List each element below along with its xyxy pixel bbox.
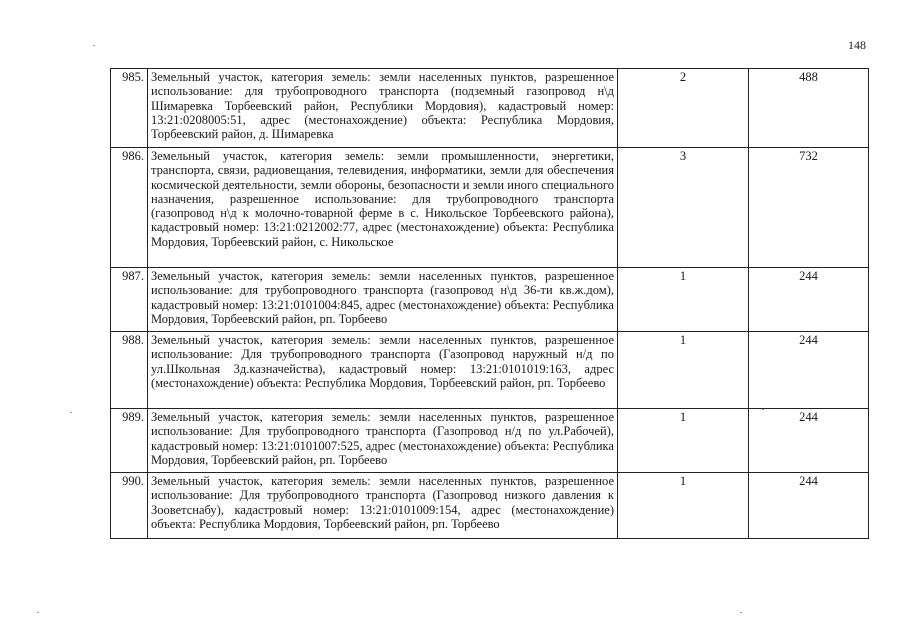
row-area: 244 (749, 332, 869, 409)
table-row (111, 148, 869, 268)
row-number: 985. (111, 69, 148, 148)
row-area: 244 (749, 409, 869, 473)
row-quantity: 2 (618, 69, 749, 148)
scan-speck (740, 612, 742, 613)
row-description: Земельный участок, категория земель: земли населенных пунктов, разрешенное использование: Для трубопроводного транспорта (Газопровод наружный н/д по ул.Школьная 3д.казначейства), кадастровый номер: 13:21:0101019:163, адрес (местонахождение) объекта: Республика Мордовия, Торбеевский район, рп. Торбеево (148, 332, 618, 409)
scan-speck (762, 409, 764, 410)
row-quantity: 3 (618, 148, 749, 268)
land-plot-table (110, 68, 869, 539)
table-row (111, 268, 869, 332)
row-quantity: 1 (618, 332, 749, 409)
row-number: 987. (111, 268, 148, 332)
page-number: 148 (848, 38, 866, 52)
row-area: 488 (749, 69, 869, 148)
scan-speck (70, 412, 72, 413)
row-description: Земельный участок, категория земель: земли населенных пунктов, разрешенное использование: для трубопроводного транспорта (подземный газопровод н\д Шимаревка Торбеевский район, Республики Мордовия), кадастровый номер: 13:21:0208005:51, адрес (местонахождение) объекта: Республика Мордовия, Торбеевский район, д. Шимаревка (148, 69, 618, 148)
table-row (111, 473, 869, 539)
table-row (111, 409, 869, 473)
row-area: 244 (749, 473, 869, 539)
scan-speck (37, 612, 39, 613)
row-number: 986. (111, 148, 148, 268)
row-number: 988. (111, 332, 148, 409)
row-description: Земельный участок, категория земель: земли промышленности, энергетики, транспорта, связи, радиовещания, телевидения, информатики, земли для обеспечения космической деятельности, земли обороны, безопасности и земли иного специального назначения, разрешенное использование: для трубопроводного транспорта (газопровод н\д к молочно-товарной ферме в с. Никольское Торбеевского района), кадастровый номер: 13:21:0212002:77, адрес (местонахождение) объекта: Республика Мордовия, Торбеевский район, с. Никольское (148, 148, 618, 268)
row-quantity: 1 (618, 268, 749, 332)
row-description: Земельный участок, категория земель: земли населенных пунктов, разрешенное использование: Для трубопроводного транспорта (Газопровод н/д по ул.Рабочей), кадастровый номер: 13:21:0101007:525, адрес (местонахождение) объекта: Республика Мордовия, Торбеевский район, рп. Торбеево (148, 409, 618, 473)
row-quantity: 1 (618, 473, 749, 539)
row-quantity: 1 (618, 409, 749, 473)
table-row (111, 332, 869, 409)
row-description: Земельный участок, категория земель: земли населенных пунктов, разрешенное использование: для трубопроводного транспорта (газопровод н\д 36-ти кв.ж.дом), кадастровый номер: 13:21:0101004:845, адрес (местонахождение) объекта: Республика Мордовия, Торбеевский район, рп. Торбеево (148, 268, 618, 332)
scan-speck (93, 45, 95, 46)
row-area: 732 (749, 148, 869, 268)
table-row (111, 69, 869, 148)
row-description: Земельный участок, категория земель: земли населенных пунктов, разрешенное использование: Для трубопроводного транспорта (Газопровод низкого давления к Зооветснабу), кадастровый номер: 13:21:0101009:154, адрес (местонахождение) объекта: Республика Мордовия, Торбеевский район, рп. Торбеево (148, 473, 618, 539)
row-area: 244 (749, 268, 869, 332)
row-number: 989. (111, 409, 148, 473)
row-number: 990. (111, 473, 148, 539)
